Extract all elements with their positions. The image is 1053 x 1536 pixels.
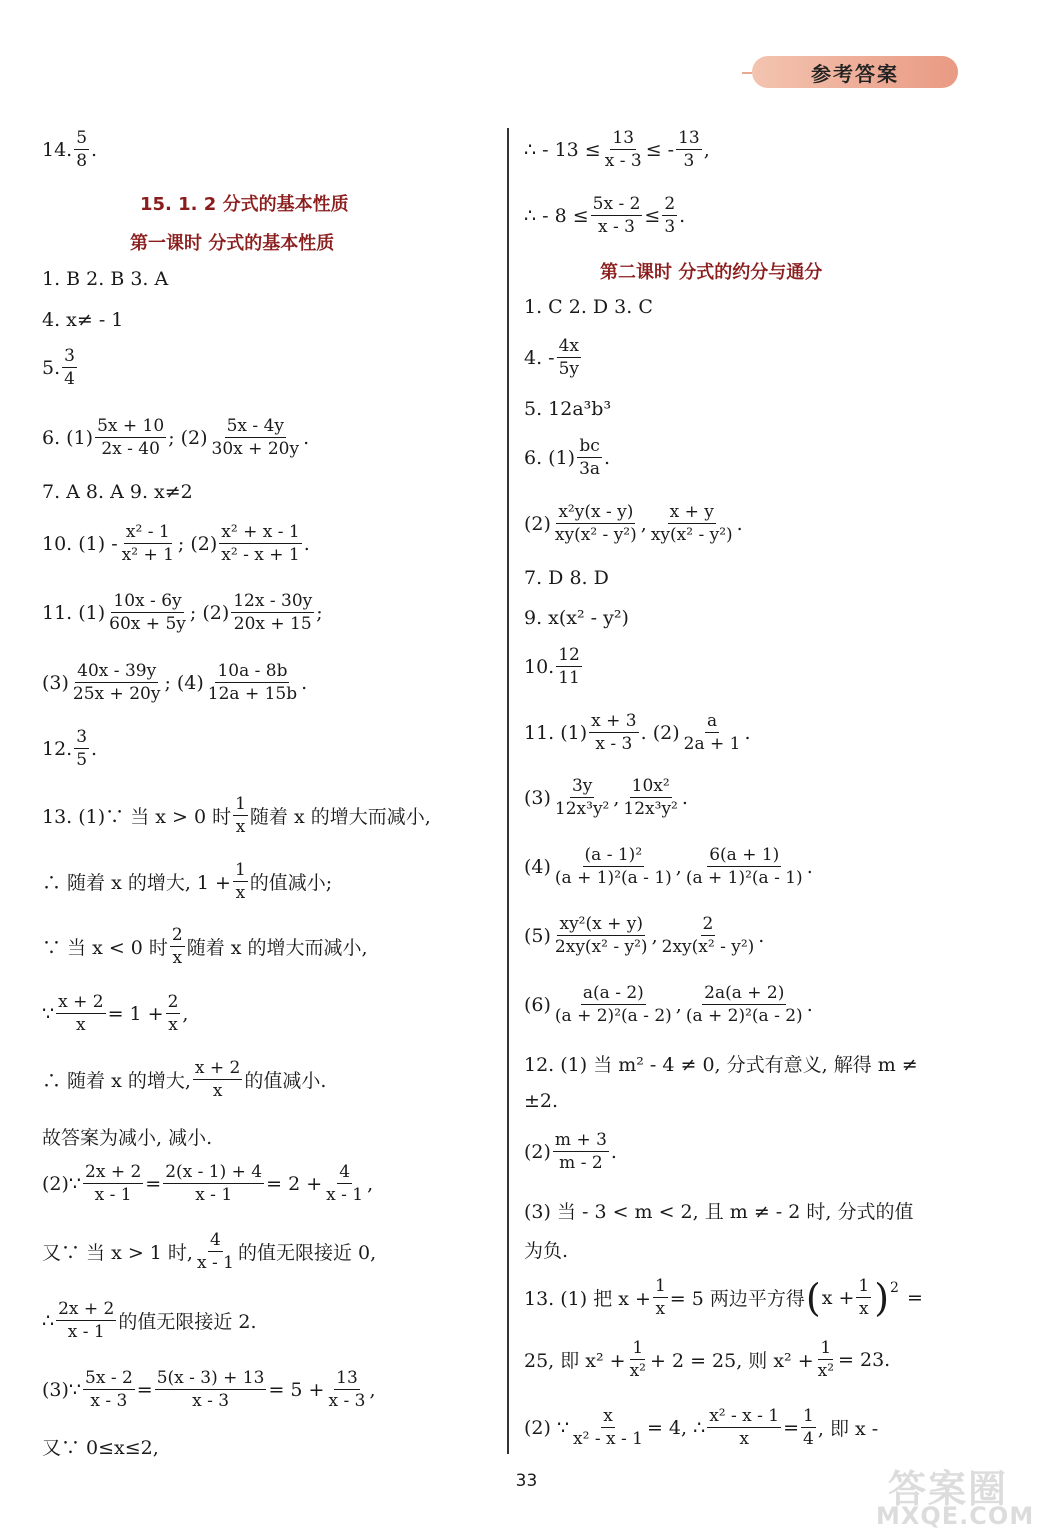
fraction: $\frac{\text{xy²(x + y)}}{\text{2xy(x² - y²)}}$	[554, 914, 648, 957]
answer-13-line4: ∵ $\frac{x + 2}{x}$ = 1 + $\frac{2}{x}$ ,	[42, 992, 189, 1035]
column-divider	[507, 128, 509, 1454]
answer-11-part1-b: 11. (1) $\frac{x + 3}{x - 3}$ . (2) $\frac{a}{2a + 1}$ .	[524, 711, 751, 754]
fraction: $\frac{x + y}{\text{xy(x² - y²)}}$	[650, 502, 733, 545]
answer-4-b: 4. - $\frac{4x}{5y}$	[524, 336, 580, 379]
fraction: $\frac{4}{x - 1}$	[196, 1230, 234, 1273]
answer-4: 4. x≠ - 1	[42, 309, 124, 331]
fraction: $\frac{1}{x}$	[235, 794, 246, 837]
fraction: $\frac{12x - 30y}{20x + 15}$	[233, 591, 313, 634]
fraction: $\frac{1}{\text{x²}}$	[817, 1338, 835, 1381]
answer-key-badge: 参考答案	[752, 56, 958, 88]
answer-5: 5. $\frac{3}{4}$	[42, 346, 75, 389]
fraction: $\frac{2}{3}$	[664, 194, 676, 237]
fraction: $\frac{a}{2a + 1}$	[683, 711, 741, 754]
watermark-logo: 答案圈 MXQE.COM	[876, 1467, 1035, 1530]
fraction: $\frac{1}{x}$	[234, 860, 246, 903]
answer-11-part3-b: (4) $\frac{\text{(a - 1)²}}{\text{(a + 1)²(a - 1)}}$ , $\frac{6(a + 1)}{\text{(a + 1)²(a - 1)}}$ .	[524, 845, 813, 888]
answers-7-9: 7. A 8. A 9. x≠2	[42, 481, 193, 503]
lesson1-title: 第一课时 分式的基本性质	[130, 233, 335, 254]
answer-5-b: 5. 12a³b³	[524, 398, 612, 420]
answer-12-line1-b: 12. (1) 当 m² - 4 ≠ 0, 分式有意义, 解得 m ≠	[524, 1054, 918, 1076]
answer-13-line7: (2)∵ $\frac{2x + 2}{x - 1}$ = $\frac{2(x - 1) + 4}{x - 1}$ = 2 + $\frac{4}{x - 1}$ ,	[42, 1162, 374, 1205]
answers-1-3-b: 1. C 2. D 3. C	[524, 296, 653, 318]
answer-13-line6: 故答案为减小, 减小.	[42, 1127, 213, 1149]
answer-10: 10. (1) - $\frac{\text{x² - 1}}{\text{x² + 1}}$ ; (2) $\frac{\text{x² + x - 1}}{\text{x² - x + 1}}$ .	[42, 522, 310, 565]
answer-13-line3: ∵ 当 x < 0 时 $\frac{2}{x}$ 随着 x 的增大而减小,	[42, 925, 368, 968]
fraction: $\frac{\text{x² - 1}}{\text{x² + 1}}$	[121, 522, 174, 565]
fraction: $\frac{6(a + 1)}{\text{(a + 1)²(a - 1)}}$	[685, 845, 803, 888]
fraction: $\frac{2}{x}$	[167, 992, 179, 1035]
answer-13-line8: 又∵ 当 x > 1 时, $\frac{4}{x - 1}$ 的值无限接近 0,	[42, 1230, 377, 1273]
fraction: $\frac{40x - 39y}{25x + 20y}$	[72, 661, 161, 704]
fraction: $\frac{\text{x² + x - 1}}{\text{x² - x + 1}}$	[221, 522, 300, 565]
fraction: $\frac{5}{8}$	[76, 128, 88, 171]
answer-11-part2-b: (3) $\frac{3y}{\text{12x³y²}}$ , $\frac{\text{10x²}}{\text{12x³y²}}$ .	[524, 776, 688, 819]
answer-12-line2-b: ±2.	[524, 1090, 559, 1112]
fraction: $\frac{x}{\text{x² - x - 1}}$	[573, 1406, 643, 1449]
fraction: $\frac{5x - 4y}{30x + 20y}$	[211, 416, 300, 459]
fraction: $\frac{5x - 2}{x - 3}$	[85, 1368, 133, 1411]
answer-6: 6. (1) $\frac{5x + 10}{2x - 40}$ ; (2) $\frac{5x - 4y}{30x + 20y}$ .	[42, 416, 310, 459]
fraction: $\frac{1}{x}$	[654, 1276, 666, 1319]
fraction: $\frac{2(x - 1) + 4}{x - 1}$	[165, 1162, 263, 1205]
right-line2: ∴ - 8 ≤ $\frac{5x - 2}{x - 3}$ ≤ $\frac{2}{3}$ .	[524, 194, 686, 237]
fraction: $\frac{13}{x - 3}$	[604, 128, 642, 171]
fraction: $\frac{2}{x}$	[171, 925, 183, 968]
answer-12-line5-b: 为负.	[524, 1240, 569, 1262]
answer-12-line3-b: (2) $\frac{m + 3}{m - 2}$ .	[524, 1130, 617, 1173]
fraction: $\frac{2a(a + 2)}{\text{(a + 2)²(a - 2)}}$	[685, 983, 803, 1026]
fraction: $\frac{2x + 2}{x - 1}$	[58, 1299, 115, 1342]
answer-11-part4-b: (5) $\frac{\text{xy²(x + y)}}{\text{2xy(x² - y²)}}$ , $\frac{2}{\text{2xy(x² - y²)}}$ .	[524, 914, 765, 957]
answer-11-part2: (3) $\frac{40x - 39y}{25x + 20y}$ ; (4) $\frac{10a - 8b}{12a + 15b}$ .	[42, 661, 308, 704]
fraction: $\frac{5x - 2}{x - 3}$	[592, 194, 641, 237]
answer-9-b: 9. x(x² - y²)	[524, 607, 629, 629]
fraction: $\frac{1}{x}$	[858, 1276, 870, 1319]
fraction: $\frac{3y}{\text{12x³y²}}$	[554, 776, 610, 819]
answer-12: 12. $\frac{3}{5}$ .	[42, 727, 98, 770]
answer-14: 14. $\frac{5}{8}$ .	[42, 128, 98, 171]
fraction: $\frac{4}{x - 1}$	[326, 1162, 364, 1205]
answer-13-line5: ∴ 随着 x 的增大, $\frac{x + 2}{x}$ 的值减小.	[42, 1058, 327, 1101]
answer-13-line1: 13. (1)∵ 当 x > 0 时 $\frac{1}{x}$ 随着 x 的增大而减小,	[42, 794, 431, 837]
fraction: $\frac{12}{11}$	[558, 645, 580, 688]
fraction: $\frac{m + 3}{m - 2}$	[554, 1130, 607, 1173]
answers-1-3: 1. B 2. B 3. A	[42, 268, 169, 290]
right-line1: ∴ - 13 ≤ $\frac{13}{x - 3}$ ≤ - $\frac{13}{3}$ ,	[524, 128, 710, 171]
header-accent-line	[742, 72, 752, 74]
fraction: $\frac{2x + 2}{x - 1}$	[85, 1162, 142, 1205]
fraction: $\frac{\text{x²y(x - y)}}{\text{xy(x² - y²)}}$	[554, 502, 637, 545]
answer-11-part1: 11. (1) $\frac{10x - 6y}{60x + 5y}$ ; (2) $\frac{12x - 30y}{20x + 15}$ ;	[42, 591, 323, 634]
answer-6-part2-b: (2) $\frac{\text{x²y(x - y)}}{\text{xy(x² - y²)}}$ , $\frac{x + y}{\text{xy(x² - y²)}}$ .	[524, 502, 743, 545]
section-title: 15. 1. 2 分式的基本性质	[140, 194, 349, 215]
answer-13-line9: ∴ $\frac{2x + 2}{x - 1}$ 的值无限接近 2.	[42, 1299, 257, 1342]
fraction: $\frac{x + 2}{x}$	[58, 992, 104, 1035]
fraction: $\frac{3}{4}$	[64, 346, 75, 389]
answer-13-line2: ∴ 随着 x 的增大, 1 + $\frac{1}{x}$ 的值减小;	[42, 860, 333, 903]
fraction: $\frac{1}{4}$	[803, 1406, 814, 1449]
fraction: $\frac{bc}{3a}$	[579, 436, 601, 479]
fraction: $\frac{x + 3}{x - 3}$	[591, 711, 637, 754]
answer-13-line1-b: 13. (1) 把 x + $\frac{1}{x}$ = 5 两边平方得 ( x + $\frac{1}{x}$ ) $^2$ =	[524, 1275, 923, 1320]
fraction: $\frac{\text{x² - x - 1}}{x}$	[709, 1406, 780, 1449]
answers-7-8-b: 7. D 8. D	[524, 567, 609, 589]
page-number: 33	[515, 1471, 538, 1491]
fraction: $\frac{5x + 10}{2x - 40}$	[97, 416, 165, 459]
answer-13-line2-b: 25, 即 x² + $\frac{1}{\text{x²}}$ + 2 = 25, 则 x² + $\frac{1}{\text{x²}}$ = 23.	[524, 1338, 891, 1381]
fraction: $\frac{x + 2}{x}$	[194, 1058, 241, 1101]
lesson2-title: 第二课时 分式的约分与通分	[600, 262, 823, 283]
answer-13-line11: 又∵ 0≤x≤2,	[42, 1437, 159, 1459]
fraction: $\frac{\text{(a - 1)²}}{\text{(a + 1)²(a - 1)}}$	[554, 845, 672, 888]
fraction: $\frac{13}{3}$	[678, 128, 700, 171]
answer-11-part5-b: (6) $\frac{a(a - 2)}{\text{(a + 2)²(a - 2)}}$ , $\frac{2a(a + 2)}{\text{(a + 2)²(a - 2)}}$ .	[524, 983, 813, 1026]
fraction: $\frac{\text{10x²}}{\text{12x³y²}}$	[623, 776, 678, 819]
fraction: $\frac{4x}{5y}$	[558, 336, 580, 379]
fraction: $\frac{5(x - 3) + 13}{x - 3}$	[156, 1368, 265, 1411]
answer-13-line10: (3)∵ $\frac{5x - 2}{x - 3}$ = $\frac{5(x - 3) + 13}{x - 3}$ = 5 + $\frac{13}{x - 3}$ ,	[42, 1368, 376, 1411]
fraction: $\frac{3}{5}$	[76, 727, 88, 770]
fraction: $\frac{a(a - 2)}{\text{(a + 2)²(a - 2)}}$	[554, 983, 672, 1026]
fraction: $\frac{1}{\text{x²}}$	[629, 1338, 646, 1381]
answer-12-line4-b: (3) 当 - 3 < m < 2, 且 m ≠ - 2 时, 分式的值	[524, 1201, 914, 1223]
fraction: $\frac{10a - 8b}{12a + 15b}$	[207, 661, 298, 704]
answer-6-part1-b: 6. (1) $\frac{bc}{3a}$ .	[524, 436, 611, 479]
fraction: $\frac{13}{x - 3}$	[328, 1368, 366, 1411]
fraction: $\frac{10x - 6y}{60x + 5y}$	[109, 591, 186, 634]
fraction: $\frac{2}{\text{2xy(x² - y²)}}$	[661, 914, 755, 957]
answer-10-b: 10. $\frac{12}{11}$	[524, 645, 580, 688]
answer-13-line3-b: (2) ∵ $\frac{x}{\text{x² - x - 1}}$ = 4, ∴ $\frac{\text{x² - x - 1}}{x}$ = $\frac{1}{4}$ , 即 x -	[524, 1406, 879, 1449]
